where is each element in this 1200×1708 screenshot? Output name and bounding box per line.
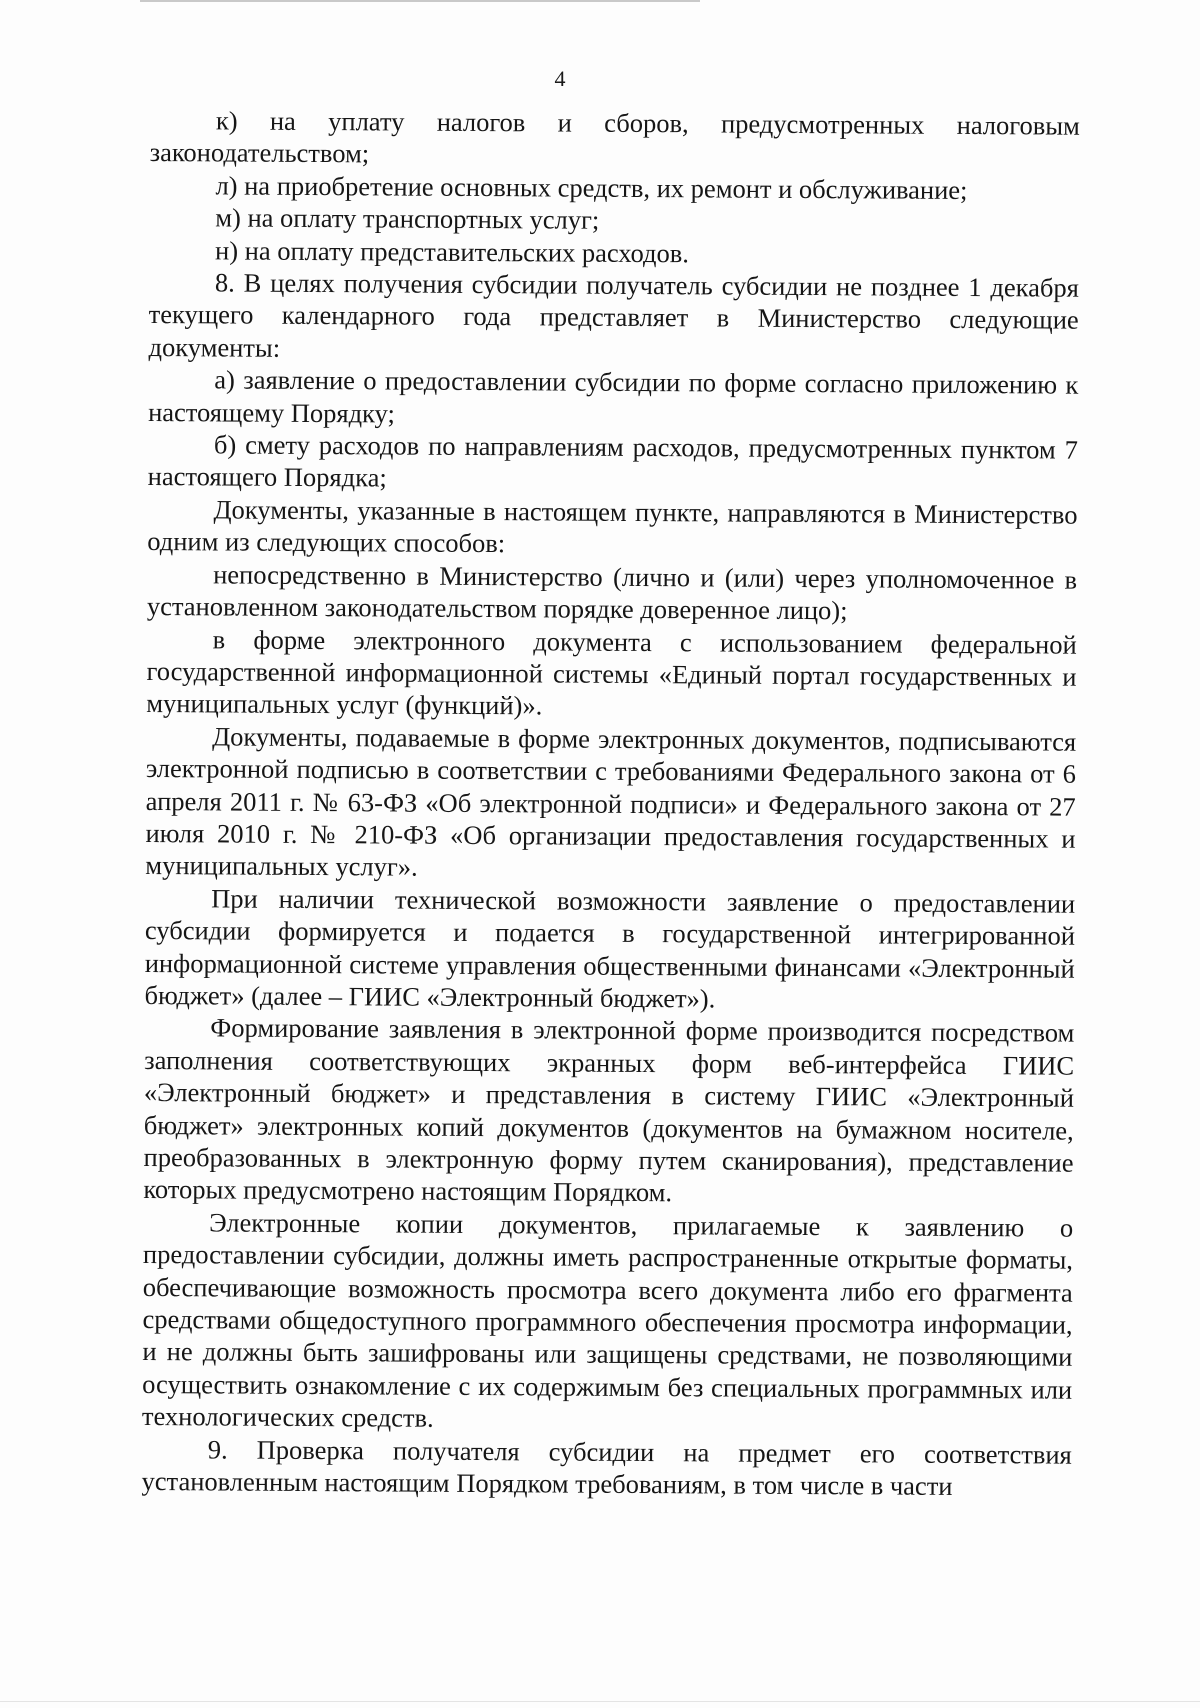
paragraph-electronic-signature: Документы, подаваемые в форме электронных документов, подписываются электронной подписью в соответствии с требованиями Федерального закона от 6 апреля 2011 г. № 63-ФЗ «Об электронной подписи» и Федерального закона от 27 июля 2010 г. № 210-ФЗ «Об организации предоставления государственных и муниципальных услуг». — [145, 721, 1077, 882]
paragraph-item-k: к) на уплату налогов и сборов, предусмотренных налоговым законодательством; — [149, 105, 1080, 169]
paragraph-electronic-copies: Электронные копии документов, прилагаемые к заявлению о предоставлении субсидии, должны иметь распространенные открытые форматы, обеспечивающие возможность просмотра всего документа либо его фрагмента средствами общедоступного программного обеспечения просмотра информации, и не должны быть зашифрованы или защищены средствами, не позволяющими осуществить ознакомление с их содержимым без специальных программных или технологических средств. — [141, 1207, 1074, 1434]
scan-edge-bottom — [0, 1701, 1200, 1702]
paragraph-electronic-portal: в форме электронного документа с использованием федеральной государственной информационной системы «Единый портал государственных и муниципальных услуг (функций)». — [146, 623, 1077, 721]
paragraph-item-a: а) заявление о предоставлении субсидии по форме согласно приложению к настоящему Порядку; — [148, 364, 1079, 429]
paragraph-item-b: б) смету расходов по направлениям расходов, предусмотренных пунктом 7 настоящего Порядка; — [147, 429, 1078, 493]
paragraph-item-l: л) на приобретение основных средств, их ремонт и обслуживание; — [215, 170, 968, 205]
paragraph-item-m: м) на оплату транспортных услуг; — [215, 202, 600, 235]
paragraph-item-n: н) на оплату представительских расходов. — [215, 235, 690, 268]
page-number: 4 — [554, 66, 566, 91]
document-body — [141, 104, 1079, 1503]
scan-edge-top — [140, 0, 700, 2]
paragraph-clause-9: 9. Проверка получателя субсидии на предмет его соответствия установленным настоящим Порядком требованиям, в том числе в части — [141, 1434, 1072, 1501]
paragraph-giis-application: При наличии технической возможности заявление о предоставлении субсидии формируется и подается в государственной интегрированной информационной системе управления общественными финансами «Электронный бюджет» (далее – ГИИС «Электронный бюджет»). — [144, 883, 1076, 1014]
paragraph-submission-methods: Документы, указанные в настоящем пункте, направляются в Министерство одним из следующих способов: — [147, 494, 1078, 559]
paragraph-clause-8: 8. В целях получения субсидии получатель субсидии не позднее 1 декабря текущего календарного года представляет в Министерство следующие документы: — [148, 267, 1079, 363]
paragraph-in-person: непосредственно в Министерство (лично и (или) через уполномоченное в установленном законодательством порядке доверенное лицо); — [146, 559, 1078, 626]
paragraph-giis-forms: Формирование заявления в электронной форме производится посредством заполнения соответствующих экранных форм веб-интерфейса ГИИС «Электронный бюджет» и представления в систему ГИИС «Электронный бюджет» электронных копий документов (документов на бумажном носителе, преобразованных в электронную форму путем сканирования), представление которых предусмотрено настоящим Порядком. — [143, 1012, 1075, 1208]
